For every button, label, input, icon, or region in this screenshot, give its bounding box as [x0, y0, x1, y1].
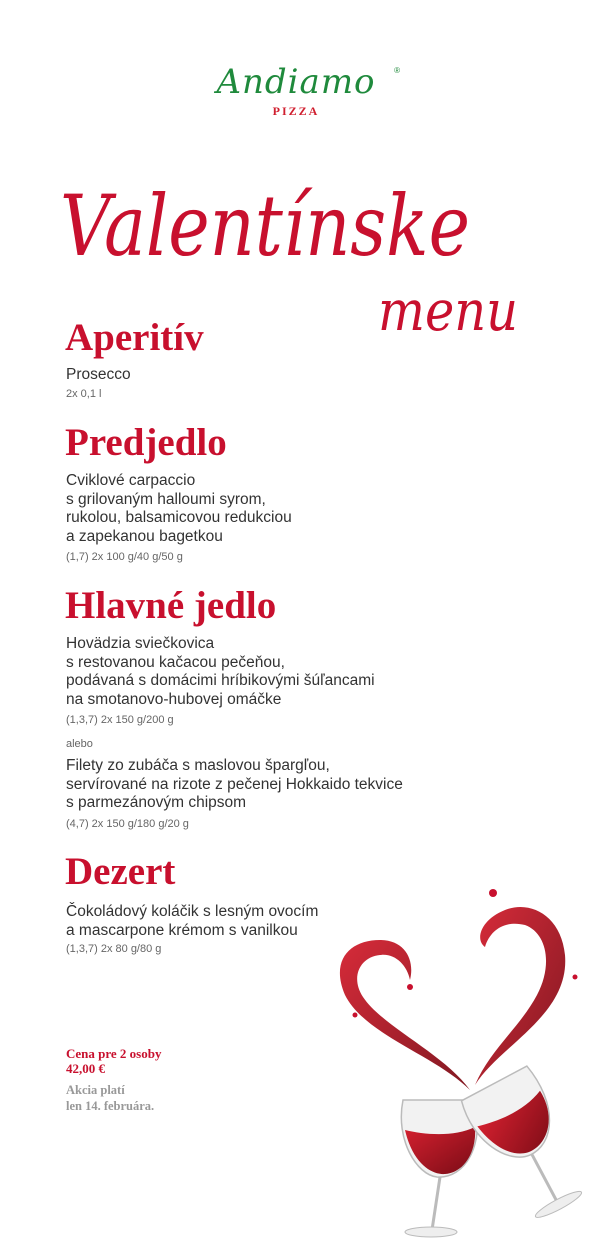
item-predjedlo: Cviklové carpaccio s grilovaným halloumi syrom, rukolou, balsamicovou redukciou a zapekanou bagetkou — [66, 472, 292, 545]
meta-hlavne-1: (1,3,7) 2x 150 g/200 g — [66, 714, 174, 726]
menu-title-line1: Valentínske — [60, 177, 470, 275]
section-title-dezert: Dezert — [65, 850, 176, 893]
brand-logo — [190, 62, 402, 120]
wine-glass-left — [401, 1100, 477, 1237]
registered-mark: ® — [394, 66, 400, 75]
meta-hlavne-2: (4,7) 2x 150 g/180 g/20 g — [66, 818, 189, 830]
wine-heart-illustration — [325, 885, 591, 1241]
price-label: Cena pre 2 osoby — [66, 1046, 162, 1061]
price-value: 42,00 € — [66, 1061, 105, 1076]
offer-note: Akcia platí len 14. februára. — [66, 1083, 155, 1113]
wine-splash-right — [475, 907, 565, 1085]
wine-splash-left — [340, 940, 470, 1090]
section-title-predjedlo: Predjedlo — [65, 421, 227, 464]
section-title-aperitiv: Aperitív — [65, 316, 204, 359]
meta-predjedlo: (1,7) 2x 100 g/40 g/50 g — [66, 551, 183, 563]
section-title-hlavne-jedlo: Hlavné jedlo — [65, 584, 277, 627]
brand-subtitle: PIZZA — [272, 104, 320, 118]
meta-dezert: (1,3,7) 2x 80 g/80 g — [66, 943, 162, 955]
menu-title-line2: menu — [378, 279, 518, 344]
brand-logo-script: Andiamo — [216, 62, 376, 102]
item-dezert: Čokoládový koláčik s lesným ovocím a mascarpone krémom s vanilkou — [66, 903, 319, 939]
wine-glass-right — [459, 1065, 591, 1227]
item-hlavne-1: Hovädzia sviečkovica s restovanou kačacou pečeňou, podávaná s domácimi hríbikovými šúľancami na smotanovo-hubovej omáčke — [66, 635, 375, 708]
price-block — [66, 1046, 161, 1114]
meta-aperitiv: 2x 0,1 l — [66, 388, 102, 400]
item-hlavne-2: Filety zo zubáča s maslovou špargľou, servírované na rizote z pečenej Hokkaido tekvice s parmezánovým chipsom — [66, 757, 403, 811]
alternative-label: alebo — [66, 738, 93, 750]
item-aperitiv: Prosecco — [66, 366, 131, 383]
